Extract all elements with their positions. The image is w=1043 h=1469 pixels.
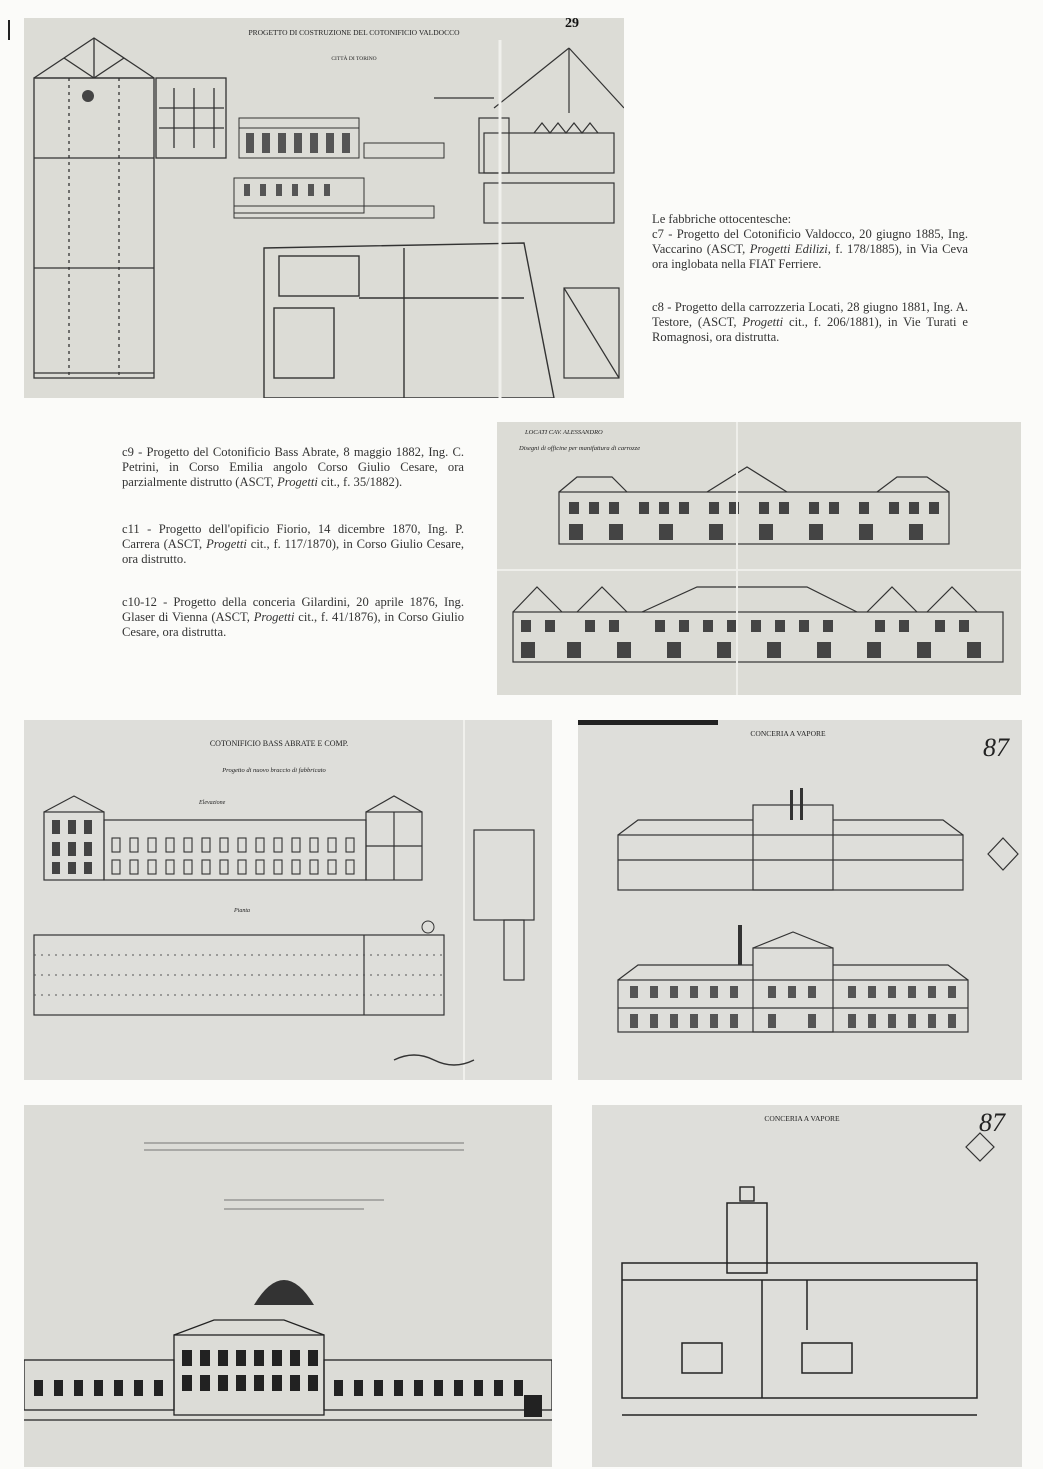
caption-c10-12: c10-12 - Progetto della conceria Gilardini, 20 aprile 1876, Ing. Glaser di Vienna (ASCT, Progetti cit., f. 41/1876), in Corso Giulio Cesare, ora distrutta.: [122, 595, 465, 639]
page-number: 29: [565, 16, 579, 31]
plate-c8-carrozzeria-locati: [497, 422, 1021, 695]
caption-c7-c8: [652, 212, 968, 345]
plate-c8-subtitle: Disegni di officine per manifattura di carrozze: [519, 445, 641, 452]
plate-c7-cotonificio-valdocco: [24, 18, 624, 398]
plate-c8-drawing: [497, 422, 1021, 695]
plate-c9-title: COTONIFICIO BASS ABRATE E COMP.: [209, 739, 349, 748]
plate-c10-conceria-gilardini-elevations: [578, 720, 1022, 1080]
plate-c9-label-elevation: Elevazione: [199, 800, 226, 806]
plate-c7-subtitle: CITTÀ DI TORINO: [331, 56, 377, 62]
plate-c12-drawing: [592, 1105, 1022, 1467]
plate-c9-label-plan: Pianta: [234, 908, 250, 914]
caption-c9-c11-c10: [122, 445, 464, 640]
plate-c12-conceria-gilardini-plan: [592, 1105, 1022, 1467]
plate-c11-opificio-fiorio: [24, 1105, 552, 1467]
plate-c7-drawing: [24, 18, 624, 398]
margin-mark: [8, 20, 10, 40]
plate-c12-title: CONCERIA A VAPORE: [764, 1114, 840, 1123]
plate-c8-title: LOCATI CAV. ALESSANDRO: [525, 429, 603, 436]
plate-c10-title: CONCERIA A VAPORE: [750, 729, 826, 738]
caption-c11: c11 - Progetto dell'opificio Fiorio, 14 dicembre 1870, Ing. P. Carrera (ASCT, Progetti cit., f. 117/1870), in Corso Giulio Cesare, ora distrutto.: [122, 522, 464, 566]
plate-c7-title: PROGETTO DI COSTRUZIONE DEL COTONIFICIO VALDOCCO: [248, 28, 460, 37]
plate-c9-subtitle: Progetto di nuovo braccio di fabbricato: [222, 767, 326, 774]
caption-intro: Le fabbriche ottocentesche:: [652, 212, 792, 226]
caption-c7: c7 - Progetto del Cotonificio Valdocco, 20 giugno 1885, Ing. Vaccarino (ASCT, Progetti Edilizi, f. 178/1885), in Via Ceva ora inglobata nella FIAT Ferriere.: [652, 227, 968, 271]
plate-c9-drawing: [24, 720, 552, 1080]
caption-c9: c9 - Progetto del Cotonificio Bass Abrate, 8 maggio 1882, Ing. C. Petrini, in Corso Emilia angolo Corso Giulio Cesare, ora parzialmente distrutto (ASCT, Progetti cit., f. 35/1882).: [122, 445, 464, 489]
plate-c10-number: 87: [983, 733, 1009, 762]
plate-c10-drawing: [578, 720, 1022, 1080]
plate-c12-number: 87: [979, 1108, 1005, 1137]
plate-c11-drawing: [24, 1105, 552, 1467]
caption-c8: c8 - Progetto della carrozzeria Locati, 28 giugno 1881, Ing. A. Testore, (ASCT, Progetti cit., f. 206/1881), in Vie Turati e Romagnosi, ora distrutta.: [652, 300, 968, 344]
plate-c9-cotonificio-bass-abrate: [24, 720, 552, 1080]
